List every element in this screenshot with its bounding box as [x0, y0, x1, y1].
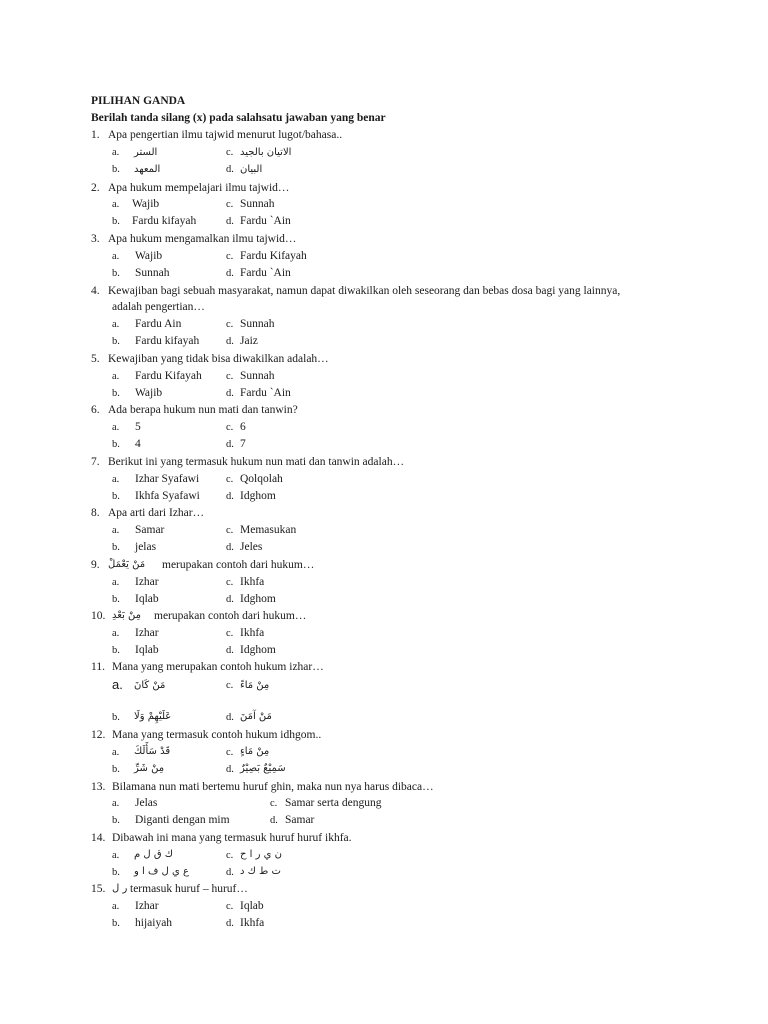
question-number: 15.: [91, 883, 106, 895]
question-arabic-example: مَنْ يَعْمَلْ: [108, 559, 146, 570]
option-c-label: c.: [226, 251, 234, 262]
option-d-label: d.: [226, 268, 234, 279]
option-c-text: 6: [240, 421, 246, 433]
option-a-label: a.: [112, 371, 120, 382]
option-a-label: a.: [112, 747, 120, 758]
option-b-text: المعهد: [134, 164, 161, 175]
option-c-text: Sunnah: [240, 198, 275, 210]
option-d-label: d.: [226, 645, 234, 656]
option-b-label: b.: [112, 867, 120, 878]
question-number: 4.: [91, 285, 100, 297]
option-d-label: d.: [226, 712, 234, 723]
option-b-text: Ikhfa Syafawi: [135, 490, 200, 502]
option-d-label: d.: [226, 867, 234, 878]
question-text: Mana yang merupakan contoh hukum izhar…: [112, 661, 324, 673]
question-text: Kewajiban bagi sebuah masyarakat, namun dapat diwakilkan oleh seseorang dan bebas dosa bagi yang lainnya,: [108, 285, 621, 297]
option-b-text: Fardu kifayah: [135, 335, 200, 347]
option-d-text: Ikhfa: [240, 917, 265, 929]
option-c-text: مِنْ مَاءٍ: [240, 746, 270, 757]
option-d-label: d.: [226, 491, 234, 502]
question-text: Ada berapa hukum nun mati dan tanwin?: [108, 404, 298, 416]
option-c-label: c.: [226, 747, 234, 758]
option-b-text: Fardu kifayah: [132, 215, 197, 227]
option-a-label: a.: [112, 628, 120, 639]
option-c-label: c.: [226, 474, 234, 485]
option-b-label: b.: [112, 268, 120, 279]
option-b-text: Iqlab: [135, 644, 159, 656]
question-number: 13.: [91, 781, 106, 793]
option-d-text: Idghom: [240, 644, 276, 656]
option-c-text: Iqlab: [240, 900, 264, 912]
option-d-label: d.: [226, 542, 234, 553]
option-d-text: Idghom: [240, 490, 276, 502]
question-text-continued: adalah pengertian…: [112, 301, 205, 313]
option-b-text: Iqlab: [135, 593, 159, 605]
option-b-text: 4: [135, 438, 141, 450]
option-d-text: 7: [240, 438, 246, 450]
option-b-label: b.: [112, 491, 120, 502]
option-d-label: d.: [226, 216, 234, 227]
option-a-label: a.: [112, 577, 120, 588]
option-d-label: d.: [226, 439, 234, 450]
section-title: PILIHAN GANDA: [91, 95, 186, 107]
option-c-text: Ikhfa: [240, 576, 265, 588]
question-text: termasuk huruf – huruf…: [130, 883, 248, 895]
option-d-text: Samar: [285, 814, 315, 826]
question-number: 7.: [91, 456, 100, 468]
option-a-text: Izhar: [135, 627, 159, 639]
option-d-label: d.: [226, 764, 234, 775]
option-d-text: البيان: [240, 164, 263, 175]
option-b-label: b.: [112, 439, 120, 450]
option-a-label: a.: [112, 422, 120, 433]
option-a-label: a.: [112, 319, 120, 330]
option-c-label: c.: [226, 371, 234, 382]
option-d-label: d.: [226, 388, 234, 399]
option-a-text: Samar: [135, 524, 165, 536]
option-b-text: مِنْ شَرِّ: [134, 763, 165, 774]
question-text: Apa pengertian ilmu tajwid menurut lugot/bahasa..: [108, 129, 343, 141]
option-a-text: Wajib: [132, 198, 160, 210]
option-a-text: Izhar: [135, 576, 159, 588]
question-number: 6.: [91, 404, 100, 416]
option-d-text: Idghom: [240, 593, 276, 605]
option-b-label: b.: [112, 542, 120, 553]
option-a-text: الستر: [134, 147, 158, 158]
option-c-text: Sunnah: [240, 318, 275, 330]
option-d-text: Fardu `Ain: [240, 387, 291, 399]
option-c-text: مِنْ مَاءً: [240, 680, 270, 691]
option-c-label: c.: [226, 850, 234, 861]
option-a-text: Wajib: [135, 250, 163, 262]
option-b-label: b.: [112, 918, 120, 929]
option-a-label: a.: [112, 901, 120, 912]
question-number: 9.: [91, 559, 100, 571]
option-c-label: c.: [226, 577, 234, 588]
option-d-label: d.: [226, 164, 234, 175]
question-arabic-example: ر ل: [112, 883, 128, 894]
question-number: 14.: [91, 832, 106, 844]
option-b-label: b.: [112, 164, 120, 175]
option-b-label: b.: [112, 336, 120, 347]
option-b-label: b.: [112, 712, 120, 723]
option-b-text: hijaiyah: [135, 917, 173, 929]
question-number: 1.: [91, 129, 100, 141]
option-a-label: a.: [112, 850, 120, 861]
question-text: Kewajiban yang tidak bisa diwakilkan adalah…: [108, 353, 329, 365]
option-a-label: a.: [112, 199, 120, 210]
question-text: Dibawah ini mana yang termasuk huruf huruf ikhfa.: [112, 832, 352, 844]
question-text: Apa arti dari Izhar…: [108, 507, 205, 519]
question-text: Mana yang termasuk contoh hukum idhgom..: [112, 729, 322, 741]
option-a-text: Fardu Kifayah: [135, 370, 202, 382]
option-a-text: 5: [135, 421, 141, 433]
option-a-text: Fardu Ain: [135, 318, 182, 330]
option-c-text: Sunnah: [240, 370, 275, 382]
option-d-label: d.: [226, 918, 234, 929]
option-b-text: عَلَيْهِمْ وَلَا: [134, 711, 172, 722]
question-number: 12.: [91, 729, 106, 741]
option-a-text: قَدْ سَأَلَكَ: [134, 746, 171, 757]
option-c-text: Ikhfa: [240, 627, 265, 639]
option-a-text: مَنْ كَانَ: [134, 680, 166, 691]
option-b-label: b.: [112, 216, 120, 227]
option-c-text: Qolqolah: [240, 473, 283, 485]
question-number: 8.: [91, 507, 100, 519]
option-d-label: d.: [270, 815, 278, 826]
option-c-text: الاتيان بالجيد: [240, 147, 292, 158]
option-b-text: Diganti dengan mim: [135, 814, 230, 826]
option-a-text: Jelas: [135, 797, 158, 809]
option-a-label: a.: [112, 677, 123, 692]
instructions: Berilah tanda silang (x) pada salahsatu jawaban yang benar: [91, 112, 386, 124]
option-c-label: c.: [226, 680, 234, 691]
option-c-label: c.: [226, 422, 234, 433]
option-c-label: c.: [226, 525, 234, 536]
option-a-label: a.: [112, 147, 120, 158]
option-d-text: Fardu `Ain: [240, 267, 291, 279]
option-c-label: c.: [226, 628, 234, 639]
option-a-text: Izhar Syafawi: [135, 473, 200, 485]
option-d-text: مَنْ آمَنَ: [240, 711, 272, 722]
option-b-text: Wajib: [135, 387, 163, 399]
option-a-text: ك ق ل م: [134, 849, 173, 860]
option-b-label: b.: [112, 764, 120, 775]
question-text: Berikut ini yang termasuk hukum nun mati dan tanwin adalah…: [108, 456, 405, 468]
option-d-text: سَمِيْعٌ بَصِيْرٌ: [240, 763, 286, 774]
question-number: 2.: [91, 182, 100, 194]
question-number: 5.: [91, 353, 100, 365]
option-a-label: a.: [112, 474, 120, 485]
question-arabic-example: مِنْ بَعْدِ: [112, 610, 142, 621]
option-c-label: c.: [226, 319, 234, 330]
option-c-label: c.: [270, 798, 278, 809]
option-c-text: ن ي ر ا ح: [240, 849, 282, 860]
option-d-text: Jaiz: [240, 335, 258, 347]
option-a-label: a.: [112, 798, 120, 809]
question-text: Bilamana nun mati bertemu huruf ghin, maka nun nya harus dibaca…: [112, 781, 434, 793]
option-b-text: ع ي ل ف ا و: [134, 866, 189, 877]
option-d-text: ت ط ك د: [240, 866, 281, 877]
option-d-label: d.: [226, 594, 234, 605]
option-d-label: d.: [226, 336, 234, 347]
option-c-text: Samar serta dengung: [285, 797, 382, 809]
option-c-text: Memasukan: [240, 524, 297, 536]
option-a-label: a.: [112, 251, 120, 262]
question-number: 11.: [91, 661, 105, 673]
option-b-text: jelas: [135, 541, 157, 553]
question-number: 10.: [91, 610, 106, 622]
option-a-label: a.: [112, 525, 120, 536]
question-text: Apa hukum mengamalkan ilmu tajwid…: [108, 233, 297, 245]
option-c-label: c.: [226, 199, 234, 210]
question-text: merupakan contoh dari hukum…: [154, 610, 307, 622]
option-b-text: Sunnah: [135, 267, 170, 279]
question-number: 3.: [91, 233, 100, 245]
option-d-text: Fardu `Ain: [240, 215, 291, 227]
option-b-label: b.: [112, 594, 120, 605]
option-a-text: Izhar: [135, 900, 159, 912]
option-c-label: c.: [226, 147, 234, 158]
question-text: merupakan contoh dari hukum…: [162, 559, 315, 571]
option-b-label: b.: [112, 388, 120, 399]
option-c-label: c.: [226, 901, 234, 912]
option-d-text: Jeles: [240, 541, 263, 553]
question-text: Apa hukum mempelajari ilmu tajwid…: [108, 182, 290, 194]
option-b-label: b.: [112, 815, 120, 826]
option-b-label: b.: [112, 645, 120, 656]
option-c-text: Fardu Kifayah: [240, 250, 307, 262]
